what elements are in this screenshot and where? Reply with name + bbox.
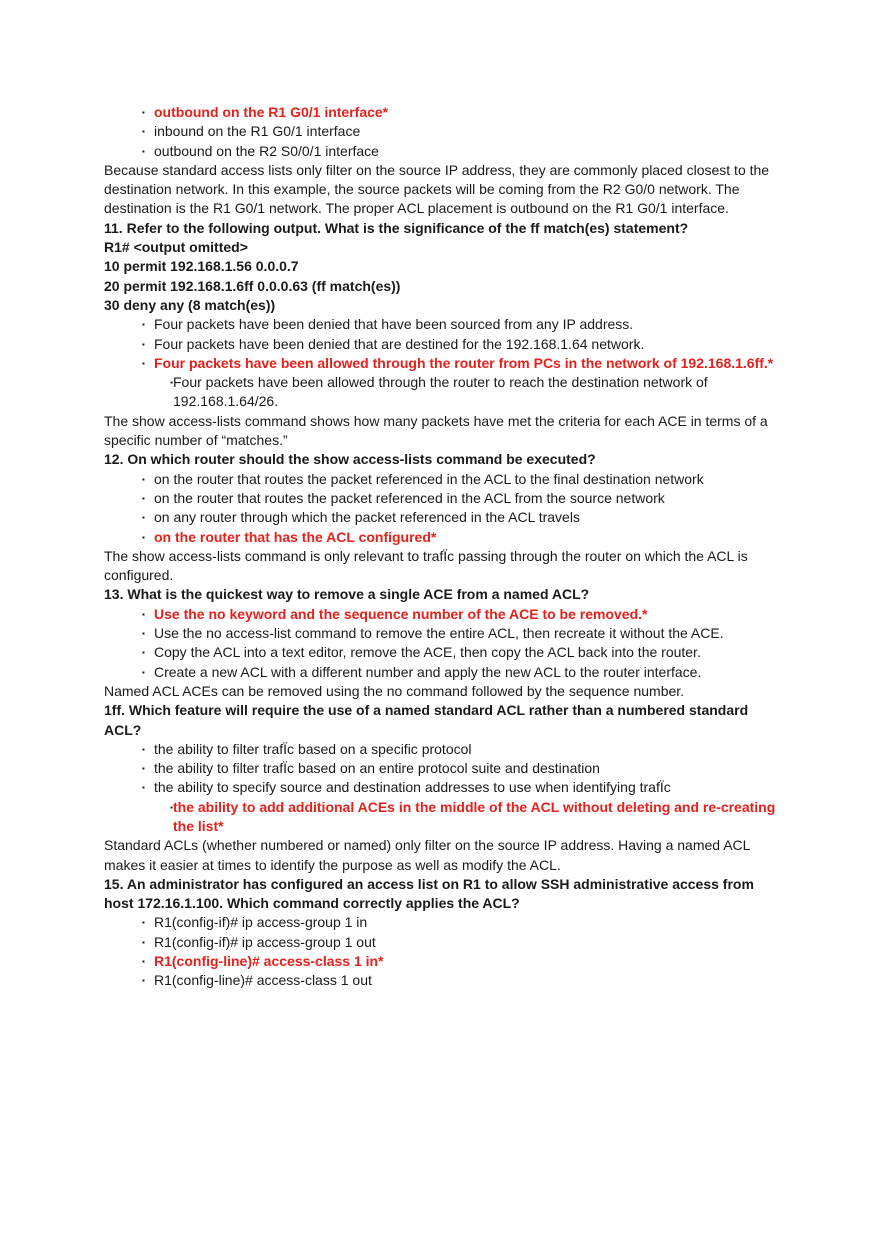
bullet-icon: ▪ — [142, 532, 145, 542]
q15-option-2: ▪ R1(config-if)# ip access-group 1 out — [104, 933, 780, 952]
bullet-icon: ▪ — [142, 513, 145, 523]
bullet-icon: ▪ — [142, 474, 145, 484]
q12-explanation: The show access-lists command is only relevant to trafÏc passing through the router on which the ACL is configured. — [104, 547, 748, 584]
bullet-icon: ▪ — [142, 744, 145, 754]
q10-option-1: ▪ outbound on the R1 G0/1 interface* — [104, 103, 780, 122]
q15-option-3: ▪ R1(config-line)# access-class 1 in* — [104, 952, 780, 971]
bullet-icon: ▪ — [142, 764, 145, 774]
bullet-icon: ▪ — [170, 802, 173, 812]
q11-output-line: 30 deny any (8 match(es)) — [104, 296, 276, 313]
bullet-icon: ▪ — [142, 976, 145, 986]
q10-explanation: Because standard access lists only filter on the source IP address, they are commonly placed closest to the destination network. In this example, the source packets will be coming from the R2 G0/0 network. The destination is the R1 G0/1 network. The proper ACL placement is outbound on the R1 G0/1 interface. — [104, 161, 770, 217]
q13-option-4: ▪ Create a new ACL with a different number and apply the new ACL to the router interface. — [104, 663, 780, 682]
q11-question: 11. Refer to the following output. What is the significance of the ff match(es) statement? — [104, 219, 689, 236]
q15-option-1: ▪ R1(config-if)# ip access-group 1 in — [104, 913, 780, 932]
bullet-icon: ▪ — [142, 493, 145, 503]
q11-output-line: 20 permit 192.168.1.6ff 0.0.0.63 (ff match(es)) — [104, 277, 401, 294]
q13-option-1: ▪ Use the no keyword and the sequence number of the ACE to be removed.* — [104, 605, 780, 624]
q11-output-line: R1# <output omitted> — [104, 239, 248, 256]
q11-option-4: ▪Four packets have been allowed through the router to reach the destination network of 192.168.1.64/26. — [104, 373, 780, 412]
bullet-icon: ▪ — [142, 648, 145, 658]
q10-option-2: ▪ inbound on the R1 G0/1 interface — [104, 122, 780, 141]
q15-question: 15. An administrator has configured an access list on R1 to allow SSH administrative access from host 172.16.1.100. Which command correctly applies the ACL? — [104, 875, 754, 912]
bullet-icon: ▪ — [142, 339, 145, 349]
bullet-icon: ▪ — [142, 609, 145, 619]
q14-explanation: Standard ACLs (whether numbered or named) only filter on the source IP address. Having a named ACL makes it easier at times to identify the purpose as well as modify the ACL. — [104, 837, 750, 873]
q12-option-4: ▪ on the router that has the ACL configured* — [104, 528, 780, 547]
q11-explanation: The show access-lists command shows how many packets have met the criteria for each ACE in terms of a specific number of “matches.” — [104, 412, 768, 449]
bullet-icon: ▪ — [142, 127, 145, 137]
q13-question: 13. What is the quickest way to remove a single ACE from a named ACL? — [104, 586, 590, 603]
bullet-icon: ▪ — [142, 957, 145, 967]
bullet-icon: ▪ — [142, 108, 145, 117]
bullet-icon: ▪ — [142, 783, 145, 793]
q12-option-3: ▪ on any router through which the packet referenced in the ACL travels — [104, 508, 780, 527]
bullet-icon: ▪ — [142, 320, 145, 330]
q12-option-2: ▪ on the router that routes the packet referenced in the ACL from the source network — [104, 489, 780, 508]
q12-option-1: ▪ on the router that routes the packet referenced in the ACL to the final destination network — [104, 470, 780, 489]
q14-option-3: ▪ the ability to specify source and destination addresses to use when identifying trafÏc — [104, 778, 780, 797]
q13-explanation: Named ACL ACEs can be removed using the no command followed by the sequence number. — [104, 682, 685, 699]
bullet-icon: ▪ — [142, 358, 145, 368]
bullet-icon: ▪ — [142, 629, 145, 639]
q14-option-4: ▪the ability to add additional ACEs in the middle of the ACL without deleting and re-creating the list* — [104, 798, 780, 837]
q13-option-3: ▪ Copy the ACL into a text editor, remove the ACE, then copy the ACL back into the router. — [104, 643, 780, 662]
bullet-icon: ▪ — [170, 378, 173, 388]
q14-option-2: ▪ the ability to filter trafÏc based on an entire protocol suite and destination — [104, 759, 780, 778]
bullet-icon: ▪ — [142, 146, 145, 156]
q11-option-2: ▪ Four packets have been denied that are destined for the 192.168.1.64 network. — [104, 335, 780, 354]
q12-question: 12. On which router should the show access-lists command be executed? — [104, 451, 596, 468]
q14-question: 1ff. Which feature will require the use of a named standard ACL rather than a numbered standard ACL? — [104, 702, 749, 738]
q13-option-2: ▪ Use the no access-list command to remove the entire ACL, then recreate it without the ACE. — [104, 624, 780, 643]
bullet-icon: ▪ — [142, 667, 145, 677]
q15-option-4: ▪ R1(config-line)# access-class 1 out — [104, 971, 780, 990]
q10-option-3: ▪ outbound on the R2 S0/0/1 interface — [104, 142, 780, 161]
q14-option-1: ▪ the ability to filter trafÏc based on a specific protocol — [104, 740, 780, 759]
q11-option-3: ▪ Four packets have been allowed through the router from PCs in the network of 192.168.1.6ff.* — [104, 354, 780, 373]
q11-option-1: ▪ Four packets have been denied that have been sourced from any IP address. — [104, 315, 780, 334]
bullet-icon: ▪ — [142, 918, 145, 928]
q11-output-line: 10 permit 192.168.1.56 0.0.0.7 — [104, 258, 299, 275]
bullet-icon: ▪ — [142, 937, 145, 947]
